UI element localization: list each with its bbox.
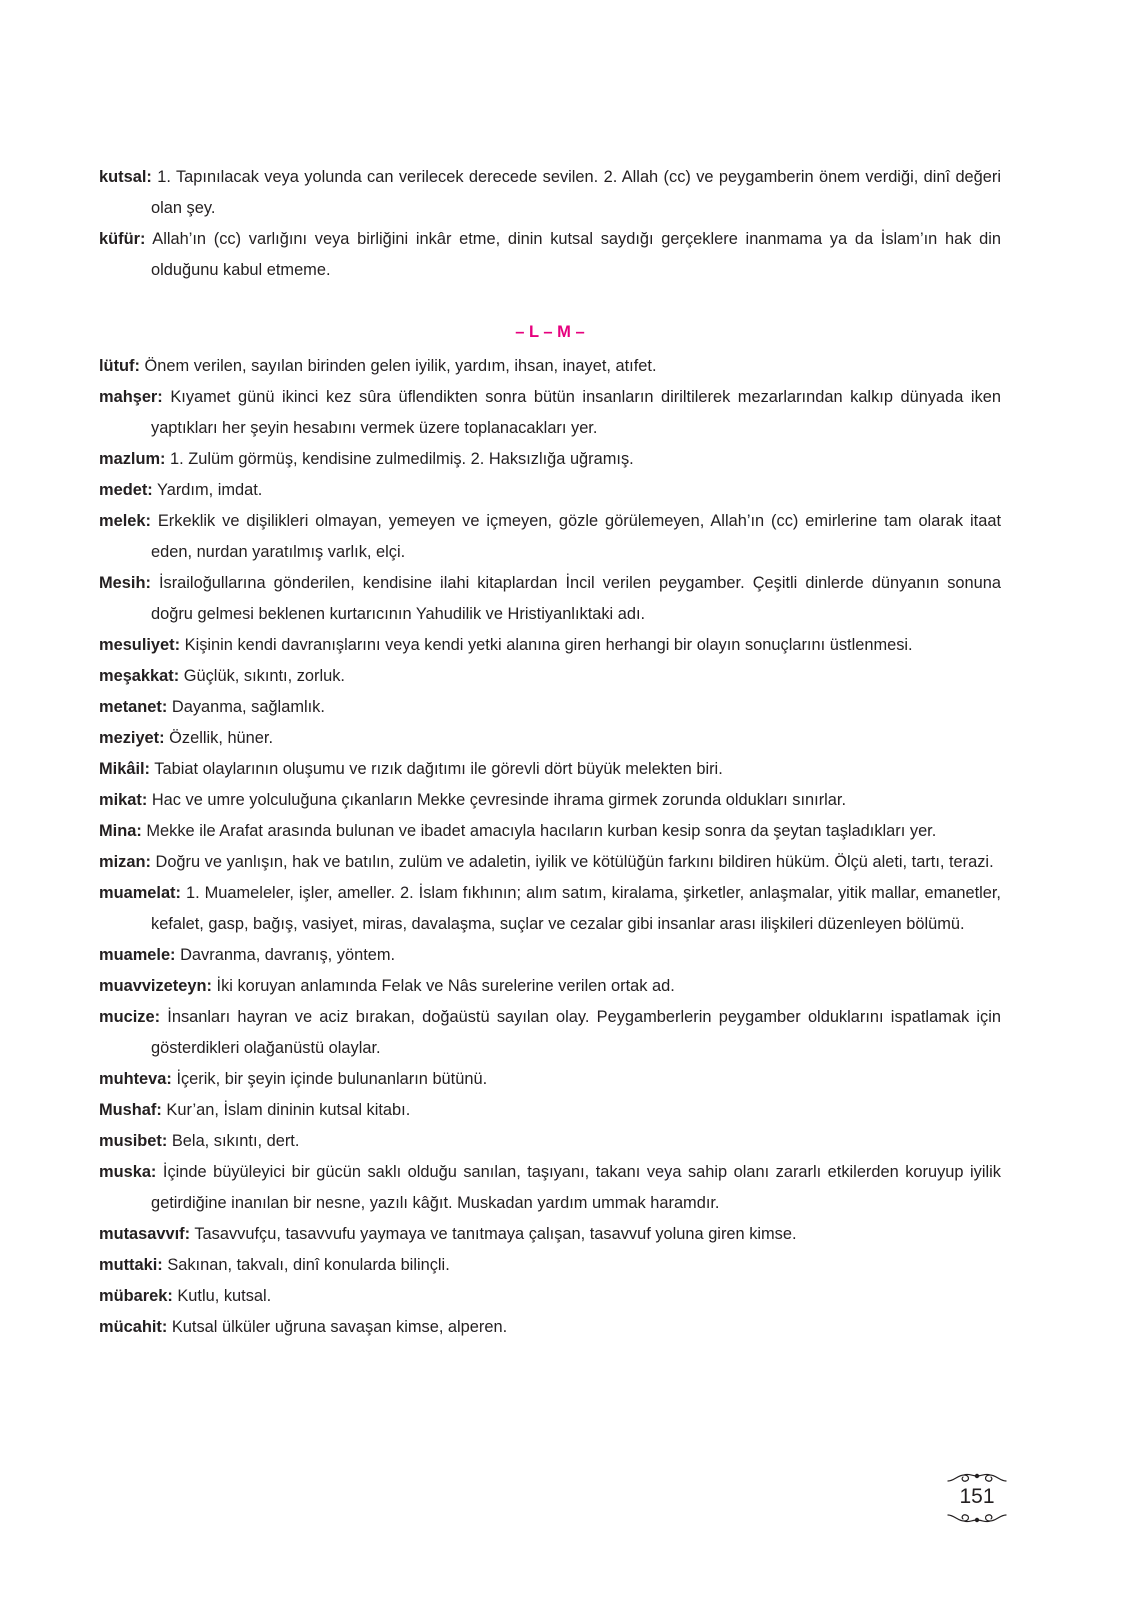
entry-definition: Hac ve umre yolculuğuna çıkanların Mekke çevresinde ihrama girmek zorunda oldukları sınırlar. bbox=[151, 791, 847, 809]
glossary-entry bbox=[99, 1064, 1001, 1095]
glossary-entry bbox=[99, 1157, 1001, 1219]
glossary-entry bbox=[99, 1002, 1001, 1064]
glossary-entry bbox=[99, 382, 1001, 444]
entry-definition: 1. Zulüm görmüş, kendisine zulmedilmiş. 2. Haksızlığa uğramış. bbox=[170, 450, 634, 468]
glossary-entry bbox=[99, 1281, 1001, 1312]
entry-term: melek: bbox=[99, 512, 151, 530]
entry-term: Mikâil: bbox=[99, 760, 151, 778]
entry-definition: Özellik, hüner. bbox=[169, 729, 274, 747]
entry-definition: İsrailoğullarına gönderilen, kendisine ilahi kitaplardan İncil verilen peygamber. Çeşitli dinlerde dünyanın sonuna doğru gelmesi beklenen kurtarıcının Yahudilik ve Hristiyanlıktaki adı. bbox=[151, 574, 1001, 623]
entry-definition: Yardım, imdat. bbox=[157, 481, 263, 499]
entry-term: muhteva: bbox=[99, 1070, 172, 1088]
entry-definition: İnsanları hayran ve aciz bırakan, doğaüstü sayılan olay. Peygamberlerin peygamber olduklarını ispatlamak için gösterdikleri olağanüstü olaylar. bbox=[151, 1008, 1001, 1057]
entry-term: Mushaf: bbox=[99, 1101, 162, 1119]
entry-definition: Allah’ın (cc) varlığını veya birliğini inkâr etme, dinin kutsal saydığı gerçeklere inanmama ya da İslam’ın hak din olduğunu kabul etmeme. bbox=[151, 230, 1001, 279]
entry-term: mucize: bbox=[99, 1008, 161, 1026]
page-number: 151 bbox=[959, 1485, 995, 1508]
entry-term: mahşer: bbox=[99, 388, 163, 406]
glossary-entry bbox=[99, 754, 1001, 785]
entry-term: metanet: bbox=[99, 698, 168, 716]
entry-definition: Bela, sıkıntı, dert. bbox=[171, 1132, 300, 1150]
entry-term: Mina: bbox=[99, 822, 142, 840]
glossary-entry bbox=[99, 816, 1001, 847]
entry-definition: Güçlük, sıkıntı, zorluk. bbox=[183, 667, 345, 685]
entry-definition: Doğru ve yanlışın, hak ve batılın, zulüm ve adaletin, iyilik ve kötülüğün farkını bildiren hüküm. Ölçü aleti, tartı, terazi. bbox=[155, 853, 994, 871]
entry-term: mutasavvıf: bbox=[99, 1225, 191, 1243]
glossary-entry bbox=[99, 475, 1001, 506]
glossary-entry bbox=[99, 506, 1001, 568]
entry-term: muska: bbox=[99, 1163, 157, 1181]
glossary-entry bbox=[99, 1250, 1001, 1281]
glossary-entry bbox=[99, 940, 1001, 971]
entry-definition: Tasavvufçu, tasavvufu yaymaya ve tanıtmaya çalışan, tasavvuf yoluna giren kimse. bbox=[194, 1225, 797, 1243]
glossary-entry bbox=[99, 1095, 1001, 1126]
section-heading: – L – M – bbox=[515, 323, 585, 341]
entry-term: musibet: bbox=[99, 1132, 168, 1150]
entry-term: medet: bbox=[99, 481, 153, 499]
entry-definition: Önem verilen, sayılan birinden gelen iyilik, yardım, ihsan, inayet, atıfet. bbox=[144, 357, 657, 375]
entry-definition: Kutsal ülküler uğruna savaşan kimse, alperen. bbox=[171, 1318, 508, 1336]
entry-term: muttaki: bbox=[99, 1256, 163, 1274]
entry-definition: İçerik, bir şeyin içinde bulunanların bütünü. bbox=[176, 1070, 488, 1088]
entry-term: mücahit: bbox=[99, 1318, 168, 1336]
glossary-entry bbox=[99, 723, 1001, 754]
entry-term: muamele: bbox=[99, 946, 176, 964]
entry-term: kutsal: bbox=[99, 168, 152, 186]
entry-term: mikat: bbox=[99, 791, 148, 809]
glossary-entry bbox=[99, 847, 1001, 878]
glossary-entry bbox=[99, 692, 1001, 723]
glossary-entry bbox=[99, 630, 1001, 661]
glossary-entry bbox=[99, 162, 1001, 224]
glossary-entry bbox=[99, 785, 1001, 816]
entry-term: mizan: bbox=[99, 853, 151, 871]
entry-definition: Mekke ile Arafat arasında bulunan ve ibadet amacıyla hacıların kurban kesip sonra da şeytan taşladıkları yer. bbox=[146, 822, 937, 840]
entry-definition: Dayanma, sağlamlık. bbox=[171, 698, 325, 716]
entry-term: lütuf: bbox=[99, 357, 140, 375]
entry-definition: İki koruyan anlamında Felak ve Nâs surelerine verilen ortak ad. bbox=[216, 977, 675, 995]
glossary-entry bbox=[99, 568, 1001, 630]
entry-definition: Kur’an, İslam dininin kutsal kitabı. bbox=[166, 1101, 411, 1119]
entry-term: Mesih: bbox=[99, 574, 151, 592]
page-number-ornament bbox=[944, 1467, 1010, 1529]
entry-definition: Kutlu, kutsal. bbox=[177, 1287, 272, 1305]
entry-term: mesuliyet: bbox=[99, 636, 181, 654]
glossary-entry bbox=[99, 1126, 1001, 1157]
entry-definition: Kişinin kendi davranışlarını veya kendi yetki alanına giren herhangi bir olayın sonuçlarını üstlenmesi. bbox=[184, 636, 913, 654]
glossary-entry bbox=[99, 351, 1001, 382]
entry-term: meşakkat: bbox=[99, 667, 180, 685]
glossary-entry bbox=[99, 878, 1001, 940]
entry-term: mübarek: bbox=[99, 1287, 173, 1305]
entry-definition: Erkeklik ve dişilikleri olmayan, yemeyen ve içmeyen, gözle görülemeyen, Allah’ın (cc) emirlerine tam olarak itaat eden, nurdan yaratılmış varlık, elçi. bbox=[151, 512, 1001, 561]
entry-definition: Sakınan, takvalı, dinî konularda bilinçli. bbox=[167, 1256, 450, 1274]
entry-definition: Kıyamet günü ikinci kez sûra üflendikten sonra bütün insanların diriltilerek mezarlarından kalkıp dünyada iken yaptıkları her şeyin hesabını vermek üzere toplanacakları yer. bbox=[151, 388, 1001, 437]
entry-definition: 1. Tapınılacak veya yolunda can verilecek derecede sevilen. 2. Allah (cc) ve peygamberin önem verdiği, dinî değeri olan şey. bbox=[151, 168, 1002, 217]
entry-term: küfür: bbox=[99, 230, 146, 248]
glossary-block-lm bbox=[99, 351, 1001, 1343]
glossary-entry bbox=[99, 1312, 1001, 1343]
entry-definition: 1. Muameleler, işler, ameller. 2. İslam fıkhının; alım satım, kiralama, şirketler, anlaşmalar, yitik mallar, emanetler, kefalet, gasp, bağış, vasiyet, miras, davalaşma, suçlar ve cezalar gibi insanlar arası ilişkileri düzenleyen bölümü. bbox=[151, 884, 1001, 933]
glossary-entry bbox=[99, 444, 1001, 475]
entry-term: mazlum: bbox=[99, 450, 166, 468]
entry-definition: Davranma, davranış, yöntem. bbox=[180, 946, 396, 964]
glossary-block-k bbox=[99, 162, 1001, 286]
glossary-entry bbox=[99, 661, 1001, 692]
entry-definition: Tabiat olaylarının oluşumu ve rızık dağıtımı ile görevli dört büyük melekten biri. bbox=[154, 760, 723, 778]
entry-term: muamelat: bbox=[99, 884, 181, 902]
glossary-entry bbox=[99, 224, 1001, 286]
glossary-entry bbox=[99, 1219, 1001, 1250]
entry-term: meziyet: bbox=[99, 729, 165, 747]
entry-definition: İçinde büyüleyici bir gücün saklı olduğu sanılan, taşıyanı, takanı veya sahip olanı zararlı etkilerden koruyup iyilik getirdiğine inanılan bir nesne, yazılı kâğıt. Muskadan yardım ummak haramdır. bbox=[151, 1163, 1001, 1212]
entry-term: muavvizeteyn: bbox=[99, 977, 212, 995]
glossary-entry bbox=[99, 971, 1001, 1002]
